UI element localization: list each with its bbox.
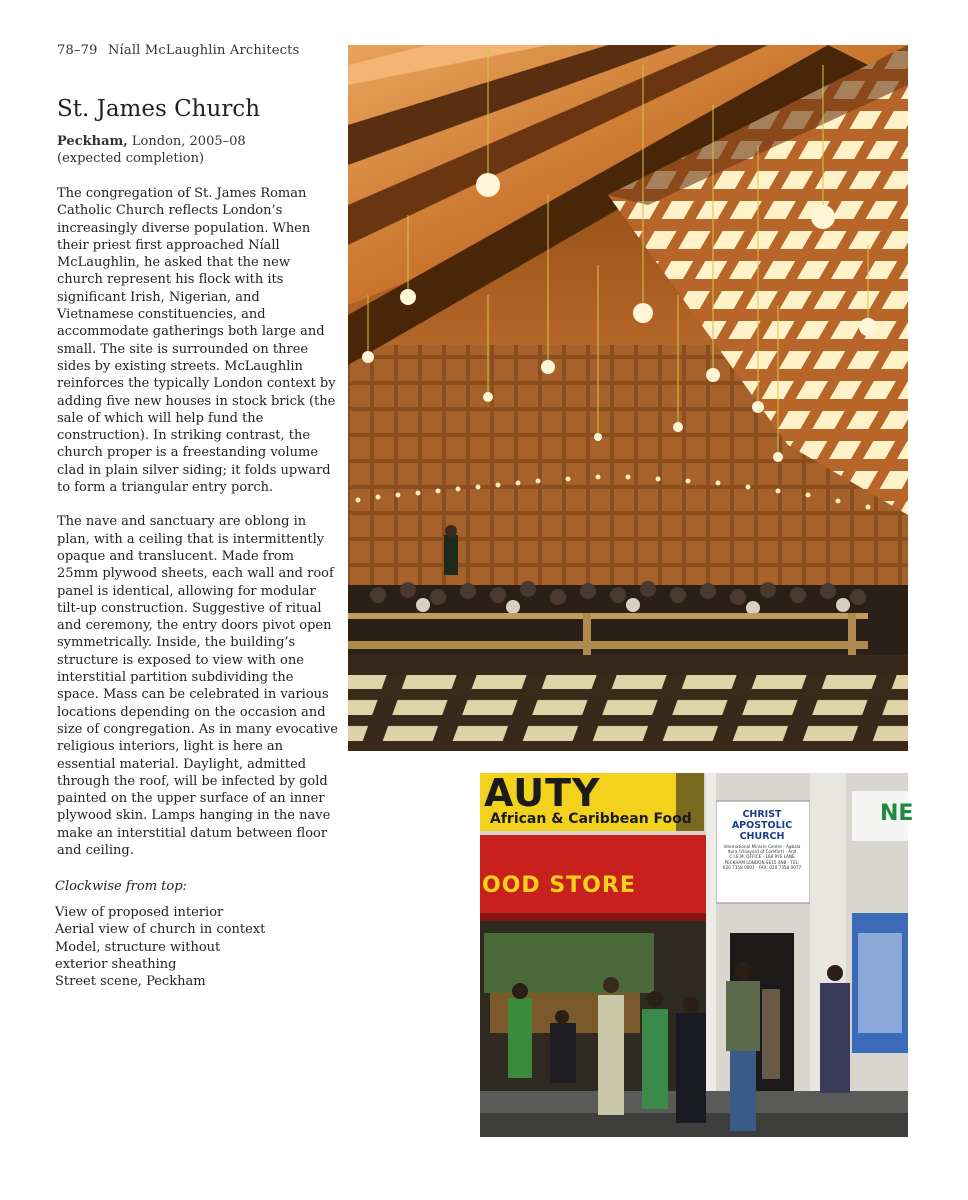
- street-photo: [480, 771, 914, 1137]
- shop-sign-top: AUTY: [484, 771, 601, 815]
- caption-item: exterior sheathing: [55, 956, 177, 972]
- completion-note: (expected completion): [57, 151, 205, 166]
- caption-heading: Clockwise from top:: [55, 879, 187, 894]
- street-illustration: [480, 773, 908, 1137]
- shop-awning-text: OOD STORE: [482, 873, 636, 898]
- running-head: [57, 43, 299, 58]
- caption-item: Model, structure without: [55, 939, 221, 955]
- interior-illustration: [348, 45, 908, 751]
- caption-item: Aerial view of church in context: [55, 922, 266, 938]
- page-numbers: 78–79: [57, 43, 98, 58]
- caption-item: View of proposed interior: [55, 905, 224, 920]
- book-section-title: Níall McLaughlin Architects: [107, 43, 300, 58]
- church-sign-title: CHRIST APOSTOLIC CHURCH: [731, 809, 793, 842]
- neighbour-sign: NE: [880, 801, 914, 826]
- project-subtitle: [57, 133, 337, 167]
- shop-sign-sub: African & Caribbean Food: [490, 811, 692, 827]
- caption-list: [55, 904, 265, 990]
- location-rest: London, 2005–08: [127, 134, 246, 149]
- paragraph-2: The nave and sanctuary are oblong in plan, with a ceiling that is intermittently opaque and translucent. Made from 25mm plywood sheets, each wall and roof panel is identical, allowing for modular tilt-up construction. Suggestive of ritual and ceremony, the entry doors pivot open symmetrically. Inside, the building’s structure is exposed to view with one interstitial partition subdividing the space. Mass can be celebrated in various locations depending on the occasion and size of congregation. As in many evocative religious interiors, light is here an essential material. Daylight, admitted through the roof, will be infected by gold painted on the upper surface of an inner plywood skin. Lamps hanging in the nave make an interstitial datum between floor and ceiling.: [57, 514, 338, 858]
- church-sign-details: International Miracle Centre · Agbala Itura (Vineyard of Comfort) · And C.I.E.M. OFFICE · 168 RYE LANE PECKHAM LONDON SE15 4NB · TEL: 020 7358 0001 · FAX: 020 7358 0077: [722, 844, 802, 870]
- body-text: [57, 185, 339, 876]
- caption-item: Street scene, Peckham: [55, 974, 206, 990]
- location-bold: Peckham,: [57, 134, 128, 149]
- project-title: St. James Church: [57, 96, 261, 122]
- paragraph-1: The congregation of St. James Roman Catholic Church reflects London’s increasingly diverse population. When their priest first approached Níall McLaughlin, he asked that the new church represent his flock with its significant Irish, Nigerian, and Vietnamese constituencies, and accommodate gatherings both large and small. The site is surrounded on three sides by existing streets. McLaughlin reinforces the typically London context by adding five new houses in stock brick (the sale of which will help fund the construction). In striking contrast, the church proper is a freestanding volume clad in plain silver siding; it folds upward to form a triangular entry porch.: [57, 186, 336, 496]
- interior-photo: [348, 45, 908, 751]
